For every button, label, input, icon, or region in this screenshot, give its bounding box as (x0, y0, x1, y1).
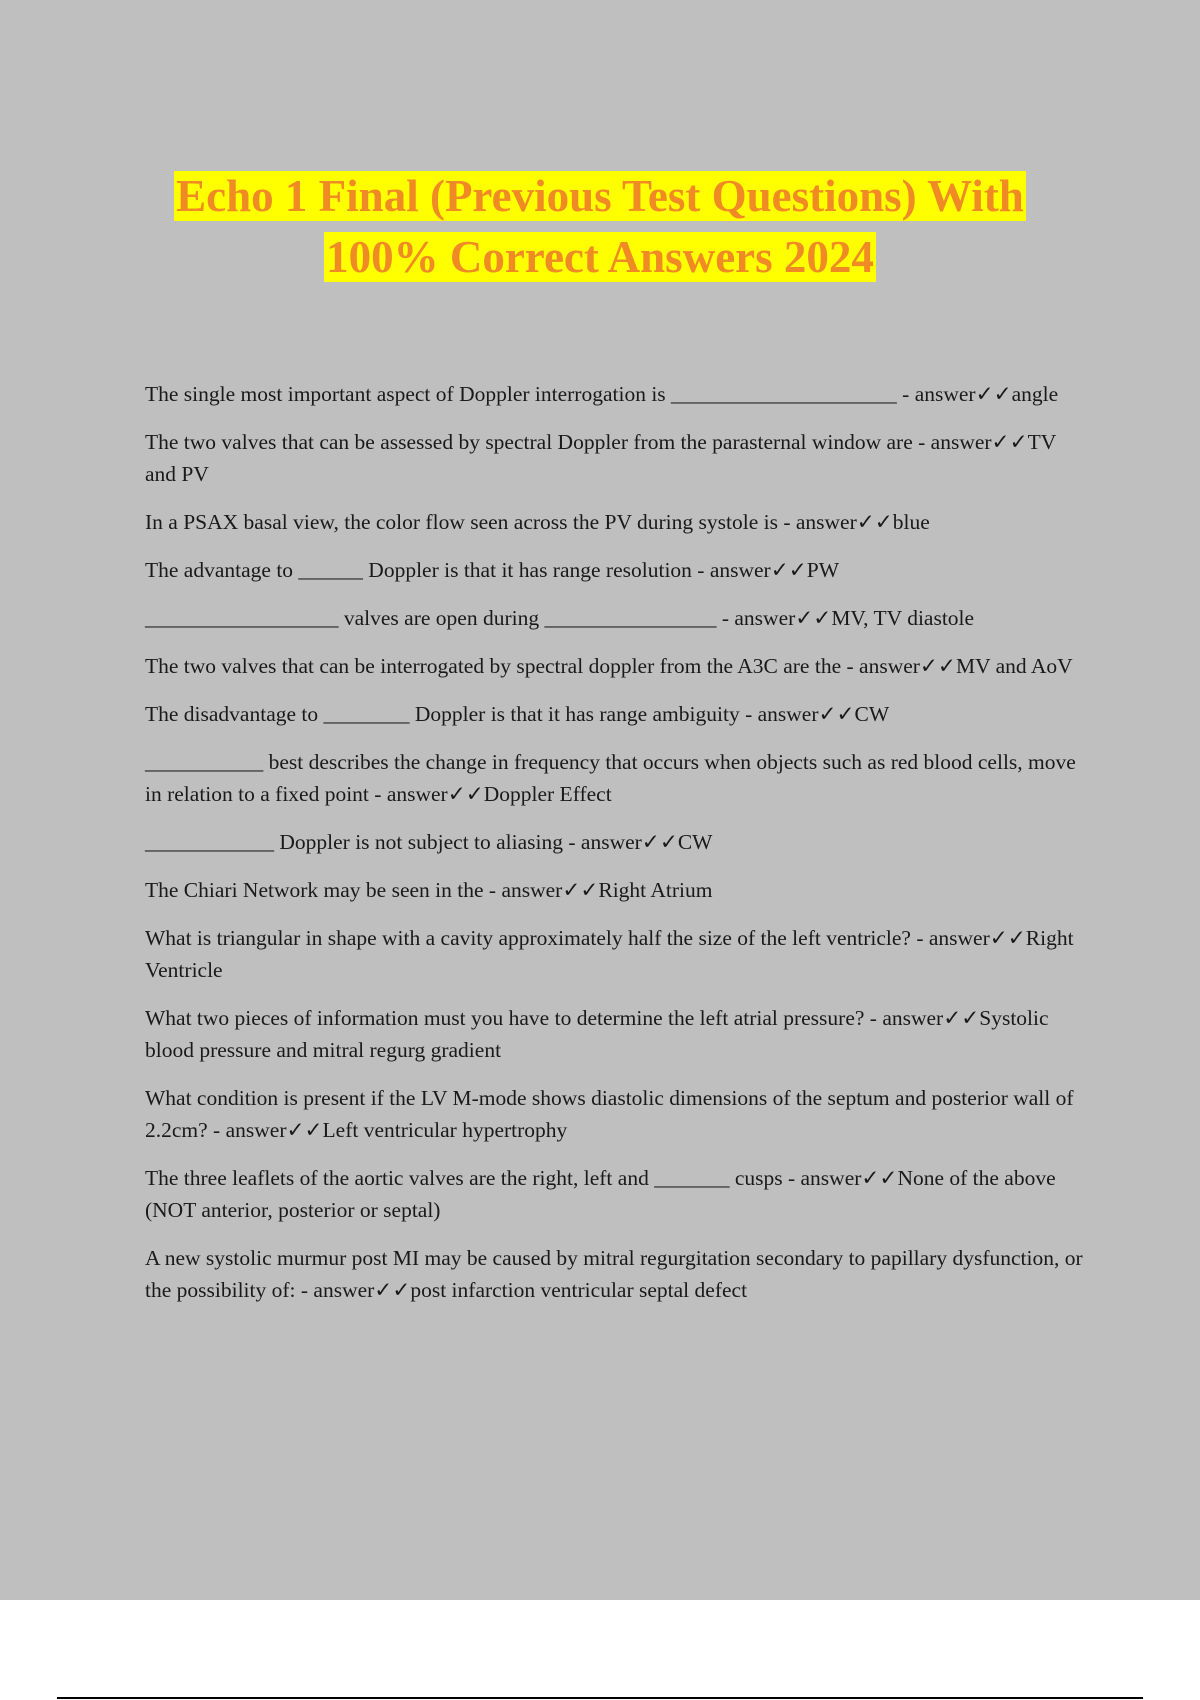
question-item (145, 602, 1085, 634)
answer-text: CW (854, 702, 890, 726)
answer-text: Right Atrium (598, 878, 713, 902)
answer-marker: answer✓✓ (859, 654, 956, 678)
question-item (145, 1242, 1085, 1306)
answer-marker: answer✓✓ (313, 1278, 411, 1302)
question-text: The disadvantage to ________ Doppler is that it has range ambiguity - (145, 702, 758, 726)
answer-marker: answer✓✓ (734, 606, 832, 630)
answer-text: Systolic blood pressure and mitral regurg gradient (145, 1006, 1049, 1062)
question-text: The two valves that can be assessed by spectral Doppler from the parasternal window are - (145, 430, 931, 454)
answer-text: MV and AoV (955, 654, 1073, 678)
question-list (145, 378, 1085, 1322)
answer-text: angle (1011, 382, 1059, 406)
title-line-2: 100% Correct Answers 2024 (326, 232, 874, 282)
answer-text: TV and PV (145, 430, 1056, 486)
answer-marker: answer✓✓ (928, 926, 1026, 950)
question-item (145, 650, 1085, 682)
question-text: The two valves that can be interrogated by spectral doppler from the A3C are the - (145, 654, 860, 678)
question-text: The advantage to ______ Doppler is that it has range resolution - (145, 558, 710, 582)
answer-text: PW (806, 558, 839, 582)
answer-text: Doppler Effect (483, 782, 612, 806)
answer-text: None of the above (NOT anterior, posterior or septal) (145, 1166, 1056, 1222)
answer-text: post infarction ventricular septal defect (410, 1278, 748, 1302)
question-text: The Chiari Network may be seen in the - (145, 878, 502, 902)
document-title (0, 166, 1200, 288)
question-text: __________________ valves are open during ________________ - (145, 606, 735, 630)
question-item (145, 506, 1085, 538)
question-item (145, 378, 1085, 410)
question-text: In a PSAX basal view, the color flow seen across the PV during systole is - (145, 510, 796, 534)
answer-text: MV, TV diastole (831, 606, 975, 630)
footer-divider (57, 1697, 1143, 1699)
question-item (145, 554, 1085, 586)
question-item (145, 1002, 1085, 1066)
answer-text: Right Ventricle (145, 926, 1074, 982)
question-item (145, 874, 1085, 906)
question-text: A new systolic murmur post MI may be caused by mitral regurgitation secondary to papillary dysfunction, or the possibility of: - (145, 1246, 1083, 1302)
question-text: The single most important aspect of Doppler interrogation is _____________________ - (145, 382, 915, 406)
answer-marker: answer✓✓ (709, 558, 807, 582)
question-item (145, 746, 1085, 810)
answer-marker: answer✓✓ (501, 878, 599, 902)
answer-marker: answer✓✓ (930, 430, 1028, 454)
answer-marker: answer✓✓ (386, 782, 484, 806)
answer-marker: answer✓✓ (795, 510, 893, 534)
title-line-1: Echo 1 Final (Previous Test Questions) With (176, 171, 1024, 221)
question-text: What condition is present if the LV M-mode shows diastolic dimensions of the septum and posterior wall of 2.2cm? - (145, 1086, 1074, 1142)
answer-text: blue (892, 510, 930, 534)
answer-marker: answer✓✓ (757, 702, 855, 726)
question-item (145, 922, 1085, 986)
question-text: The three leaflets of the aortic valves are the right, left and _______ cusps - (145, 1166, 801, 1190)
question-item (145, 1162, 1085, 1226)
question-item (145, 426, 1085, 490)
question-text: What is triangular in shape with a cavity approximately half the size of the left ventricle? - (145, 926, 929, 950)
question-item (145, 698, 1085, 730)
answer-marker: answer✓✓ (914, 382, 1012, 406)
answer-text: Left ventricular hypertrophy (322, 1118, 568, 1142)
answer-marker: answer✓✓ (800, 1166, 898, 1190)
question-text: What two pieces of information must you have to determine the left atrial pressure? - (145, 1006, 883, 1030)
answer-marker: answer✓✓ (882, 1006, 980, 1030)
answer-marker: answer✓✓ (225, 1118, 323, 1142)
answer-text: CW (677, 830, 713, 854)
question-text: ____________ Doppler is not subject to aliasing - (145, 830, 581, 854)
question-text: ___________ best describes the change in frequency that occurs when objects such as red blood cells, move in relation to a fixed point - (145, 750, 1076, 806)
answer-marker: answer✓✓ (580, 830, 678, 854)
question-item (145, 1082, 1085, 1146)
question-item (145, 826, 1085, 858)
